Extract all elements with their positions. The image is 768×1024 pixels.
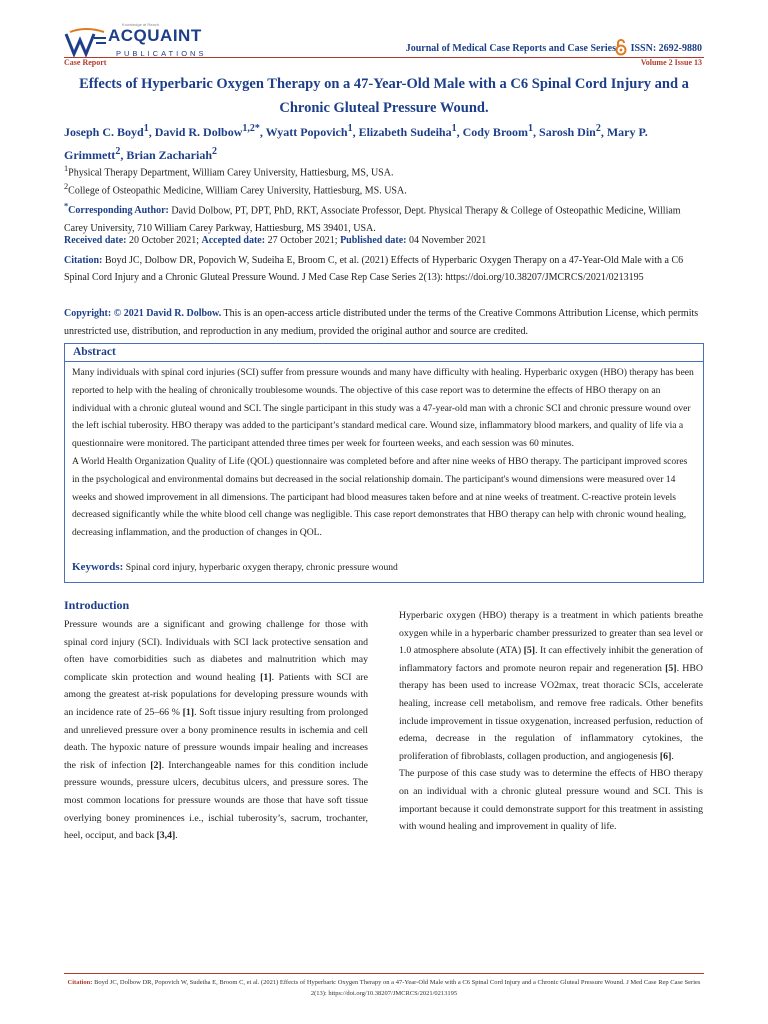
author-affiliation-mark: 1,2* xyxy=(242,123,260,134)
affiliation-2: $^2$College of Osteopathic Medicine, William Carey University, Hattiesburg, MS. USA. xyxy=(64,182,407,197)
article-title: Effects of Hyperbaric Oxygen Therapy on a 47-Year-Old Male with a C6 Spinal Cord Injury and a Chronic Gluteal Pressure Wound. xyxy=(79,76,689,116)
body-column-left xyxy=(64,616,368,845)
logo-subtitle: PUBLICATIONS xyxy=(116,49,207,58)
header-divider xyxy=(64,57,704,58)
author-affiliation-mark: 1 xyxy=(528,123,534,134)
author-name: Wyatt Popovich xyxy=(265,125,348,139)
abstract-box xyxy=(64,343,704,583)
author-affiliation-mark: 1 xyxy=(451,123,457,134)
journal-name[interactable]: Journal of Medical Case Reports and Case Series xyxy=(405,43,616,54)
author-affiliation-mark: 1 xyxy=(347,123,353,134)
keywords-text: Spinal cord injury, hyperbaric oxygen therapy, chronic pressure wound xyxy=(125,562,398,573)
abstract-text xyxy=(72,364,697,542)
reference-link[interactable]: [3,4] xyxy=(156,830,176,842)
body-paragraph: The purpose of this case study was to determine the effects of HBO therapy on an individual with a chronic gluteal pressure wound and SCI. This is important because it could demonstrate support for this treatment in assisting with wound healing and improvement in quality of life. xyxy=(399,768,703,833)
reference-link[interactable]: [5] xyxy=(665,662,677,674)
body-paragraph: Pressure wounds are a significant and growing challenge for those with spinal cord injury (SCI). Individuals with SCI lack protective sensation and often have comorbidities such as diabetes and malnutrition which may complicate skin protection and wound healing [1]. Patients with SCI are among the greatest at-risk populations for developing pressure wounds with an incidence rate of 25–66 % [1]. Soft tissue injury resulting from prolonged and unrelieved pressure over a bony prominence results in ischemia and cell death. The hypoxic nature of pressure wounds impair healing and increases the risk of infection [2]. Interchangeable names for this condition include pressure wounds, pressure ulcers, decubitus ulcers, and pressure sores. The most common locations for pressure wounds are those that have soft tissue overlying boney prominences i.e., ischial tuberosity’s, sacrum, trochanter, heel, occiput, and back [3,4]. xyxy=(64,619,369,842)
abstract-paragraph: A World Health Organization Quality of Life (QOL) questionnaire was completed before and after nine weeks of HBO therapy. The participant improved scores in the psychological and environmental domains but decreased in the social relationship domain. The participant's wound dimensions were measured over 14 weeks and showed improvement in all dimensions. The participant had blood measures taken before and at nine weeks of treatment. C-reactive protein levels decreased significantly while the white blood cell change was negligible. This case report demonstrates that HBO therapy can help with chronic wound healing, decreasing inflammation, and the production of changes in QOL. xyxy=(72,455,688,539)
author-name: Brian Zachariah xyxy=(126,148,212,162)
author-name: David R. Dolbow xyxy=(154,125,243,139)
body-paragraph: Hyperbaric oxygen (HBO) therapy is a treatment in which patients breathe oxygen while in a hyperbaric chamber pressurized to greater than sea level or 1.0 atmosphere absolute (ATA) [5]. It can effectively inhibit the generation of inflammatory factors and promote neuron repair and regeneration [5]. HBO therapy has been used to increase VO2max, treat thoracic SCIs, accelerate healing, increase cell metabolism, and remove free radicals. Other benefits include improvement in tissue oxygenation, increased perfusion, reduction of edema, decrease in the regulation of inflammatory cytokines, the proliferation of fibroblasts, collagen production, and angiogenesis [6]. xyxy=(399,610,704,762)
citation: Citation: Boyd JC, Dolbow DR, Popovich W, Sudeiha E, Broom C, et al. (2021) Effects of Hyperbaric Oxygen Therapy on a 47-Year-Old Male with a C6 Spinal Cord Injury and a Chronic Gluteal Pressure Wound. J Med Case Rep Case Series 2(13): https://doi.org/10.38207/JMCRCS/2021/0213195 xyxy=(64,255,684,283)
author-affiliation-mark: 2 xyxy=(115,146,121,157)
author-list: Joseph C. Boyd$^1$, David R. Dolbow$^{1,2*}$, Wyatt Popovich$^1$, Elizabeth Sudeiha$^1$, Cody Broom$^1$, Sarosh Din$^2$, Mary P. Grimmett$^2$, Brian Zachariah$^2$ xyxy=(64,123,648,162)
author-name: Mary P. Grimmett xyxy=(64,125,648,162)
logo-tagline: Knowledge at Reach xyxy=(122,22,159,27)
author-affiliation-mark: 1 xyxy=(143,123,149,134)
reference-link[interactable]: [6] xyxy=(659,750,672,762)
abstract-heading: Abstract xyxy=(73,346,116,358)
reference-link[interactable]: [2] xyxy=(150,759,162,771)
reference-link[interactable]: [1] xyxy=(260,671,272,683)
author-affiliation-mark: 2 xyxy=(595,123,601,134)
article-dates: Received date: 20 October 2021; Accepted date: 27 October 2021; Published date: 04 November 2021 xyxy=(64,235,487,246)
abstract-paragraph: Many individuals with spinal cord injuries (SCI) suffer from pressure wounds and many have difficulty with healing. Hyperbaric oxygen (HBO) therapy has been reported to help with the healing of chronically troublesome wounds. The objective of this case report was to determine the effects of HBO therapy on an individual with a chronic gluteal wound and SCI. The single participant in this study was a 47-year-old man with a chronic SCI and chronic pressure wound over the left ischial tuberosity. HBO therapy was added to the participant’s standard medical care. Wound size, inflammatory blood markers, and quality of life via a questionnaire were monitored. The participant attended three times per week for fourteen weeks, and each session was 60 minutes. xyxy=(72,367,694,450)
publisher-logo-icon xyxy=(64,28,108,58)
author-affiliation-mark: 2 xyxy=(212,146,217,157)
keywords xyxy=(72,561,398,573)
reference-link[interactable]: [1] xyxy=(182,706,195,718)
abstract-divider xyxy=(65,361,703,362)
keywords-label: Keywords: xyxy=(72,561,124,573)
body-column-right xyxy=(399,607,703,836)
author-name: Joseph C. Boyd xyxy=(64,125,144,139)
issn: ISSN: 2692-9880 xyxy=(630,43,702,54)
affiliation-1: $^1$Physical Therapy Department, William Carey University, Hattiesburg, MS, USA. xyxy=(64,164,394,179)
introduction-heading: Introduction xyxy=(64,598,130,612)
copyright-notice: Copyright: © 2021 David R. Dolbow. This is an open-access article distributed under the terms of the Creative Commons Attribution License, which permits unrestricted use, distribution, and reproduction in any medium, provided the original author and source are credited. xyxy=(64,308,699,337)
open-access-icon xyxy=(614,38,628,56)
citation-text[interactable]: Boyd JC, Dolbow DR, Popovich W, Sudeiha E, Broom C, et al. (2021) Effects of Hyperbaric Oxygen Therapy on a 47-Year-Old Male with a C6 Spinal Cord Injury and a Chronic Gluteal Pressure Wound. J Med Case Rep Case Series 2(13): https://doi.org/10.38207/JMCRCS/2021/0213195 xyxy=(64,255,684,283)
volume-issue: Volume 2 Issue 13 xyxy=(640,58,702,67)
author-name: Sarosh Din xyxy=(539,125,596,139)
author-name: Cody Broom xyxy=(462,125,529,139)
corresponding-author: *Corresponding Author: David Dolbow, PT, DPT, PhD, RKT, Associate Professor, Dept. Physical Therapy & College of Osteopathic Medicine, William Carey University, 710 William Carey Parkway, Hattiesburg, MS 39401, USA. xyxy=(64,202,681,235)
reference-link[interactable]: [5] xyxy=(523,645,536,657)
author-name: Elizabeth Sudeiha xyxy=(358,125,452,139)
footer-divider xyxy=(64,973,704,974)
logo-name: ACQUAINT xyxy=(108,26,202,45)
article-type: Case Report xyxy=(64,58,107,67)
footer-citation: Citation: Boyd JC, Dolbow DR, Popovich W, Sudeiha E, Broom C, et al. (2021) Effects of Hyperbaric Oxygen Therapy on a 47-Year-Old Male with a C6 Spinal Cord Injury and a Chronic Gluteal Pressure Wound. J Med Case Rep Case Series 2(13): https://doi.org/10.38207/JMCRCS/2021/0213195 xyxy=(67,979,701,997)
